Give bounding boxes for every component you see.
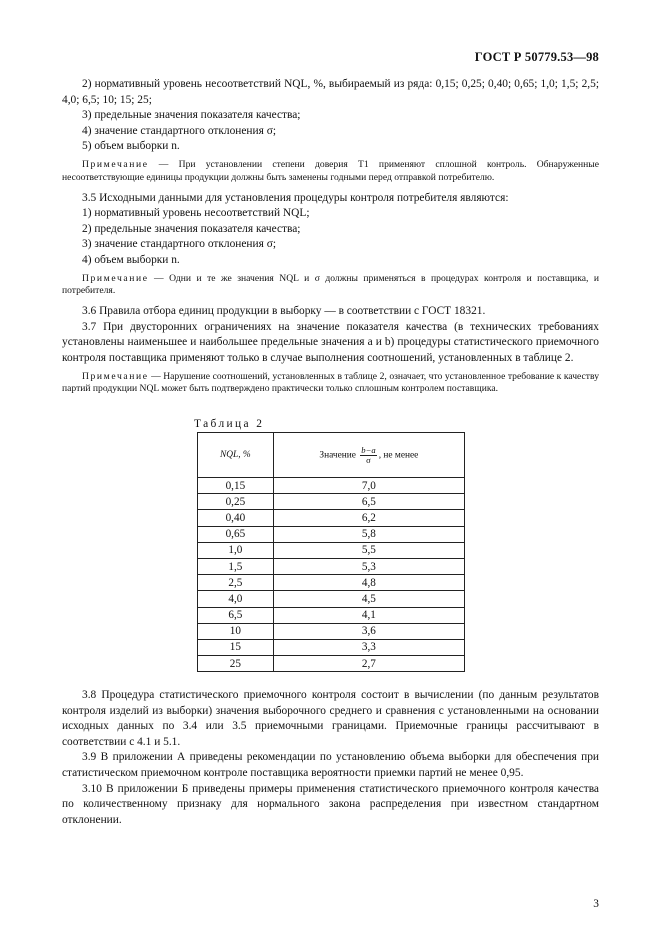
section-3-5-intro: 3.5 Исходными данными для установления процедуры контроля потребителя являются: xyxy=(82,191,509,204)
section-3-6: 3.6 Правила отбора единиц продукции в выборку — в соответствии с ГОСТ 18321. xyxy=(82,305,486,318)
cell-ratio: 4,1 xyxy=(273,607,464,623)
cell-nql: 2,5 xyxy=(198,575,274,591)
cell-ratio: 3,6 xyxy=(273,623,464,639)
table-row xyxy=(198,558,465,574)
note-label: Примечание xyxy=(82,272,149,284)
table-row xyxy=(198,639,465,655)
section-3-9: 3.9 В приложении А приведены рекомендации по установлению объема выборки для обеспечения при статистическом приемочном контроле поставщика вероятности приемки партий не менее 0,95. xyxy=(62,751,599,779)
cell-nql: 1,5 xyxy=(198,558,274,574)
cell-ratio: 7,0 xyxy=(273,478,464,494)
cell-nql: 25 xyxy=(198,656,274,672)
cell-nql: 0,15 xyxy=(198,478,274,494)
table-row xyxy=(198,478,465,494)
list-item: 3) значение стандартного отклонения σ; xyxy=(82,238,277,251)
section-3-8: 3.8 Процедура статистического приемочного контроля состоит в вычислении (по данным результатов контроля изделий из выборки) значения выборочного среднего и сравнения с установленными на основании исходных данных по 3.4 или 3.5 приемочными границами. Приемочные границы рассчитывают в соответствии с 4.1 и 5.1. xyxy=(62,689,599,748)
note-label: Примечание xyxy=(82,158,149,170)
header-ratio: Значение $\frac{b-a}{\sigma}$ , не менее xyxy=(273,433,464,478)
cell-ratio: 6,5 xyxy=(273,494,464,510)
cell-nql: 0,25 xyxy=(198,494,274,510)
list-item: 4) объем выборки n. xyxy=(82,253,180,266)
table-row xyxy=(198,623,465,639)
cell-ratio: 5,8 xyxy=(273,526,464,542)
list-item-nql-range: 2) нормативный уровень несоответствий NQL, %, выбираемый из ряда: 0,15; 0,25; 0,40; 0,65; 1,0; 1,5; 2,5; 4,0; 6,5; 10; 15; 25; xyxy=(62,78,599,106)
cell-ratio: 4,8 xyxy=(273,575,464,591)
table-row xyxy=(198,575,465,591)
table-row xyxy=(198,591,465,607)
table-row xyxy=(198,542,465,558)
cell-nql: 1,0 xyxy=(198,542,274,558)
table-row xyxy=(198,494,465,510)
cell-ratio: 2,7 xyxy=(273,656,464,672)
list-item: 1) нормативный уровень несоответствий NQL; xyxy=(82,207,310,220)
note-text: — Одни и те же значения NQL и σ должны применяться в процедурах контроля и поставщика, и потребителя. xyxy=(62,272,599,297)
cell-nql: 15 xyxy=(198,639,274,655)
fraction-b-minus-a-over-sigma: $\frac{b-a}{\sigma}$ xyxy=(361,444,376,465)
bottom-sections xyxy=(62,688,599,828)
page-number: 3 xyxy=(593,898,599,910)
list-item-sample-size: 5) объем выборки n. xyxy=(82,140,180,153)
section-3-7: 3.7 При двусторонних ограничениях на значение показателя качества (в технических требованиях установлены наименьшее и наибольшее предельные значения a и b) процедуры статистического приемочного контроля поставщика применяют только в случае выполнения соотношений, установленных в таблице 2. xyxy=(62,320,599,364)
note-text: — При установлении степени доверия Т1 применяют сплошной контроль. Обнаруженные несоответствующие единицы продукции должны быть заменены годными перед отправкой потребителю. xyxy=(62,158,599,183)
cell-nql: 0,40 xyxy=(198,510,274,526)
list-item-limits: 3) предельные значения показателя качества; xyxy=(82,109,301,122)
section-3-10: 3.10 В приложении Б приведены примеры применения статистического приемочного контроля качества по количественному признаку для нормального закона распределения при известном стандартном отклонении. xyxy=(62,782,599,826)
note-text: — Нарушение соотношений, установленных в таблице 2, означает, что установленное требование к качеству партий продукции NQL может быть подтверждено практически только сплошным контролем поставщика. xyxy=(62,370,599,395)
table-row xyxy=(198,526,465,542)
note-violation xyxy=(62,371,599,397)
table-row xyxy=(198,510,465,526)
note-label: Примечание xyxy=(82,370,149,382)
cell-ratio: 3,3 xyxy=(273,639,464,655)
cell-nql: 4,0 xyxy=(198,591,274,607)
document-code-header: ГОСТ Р 50779.53—98 xyxy=(474,50,599,64)
cell-ratio: 5,3 xyxy=(273,558,464,574)
table-2 xyxy=(197,432,465,672)
section-3-4-continuation xyxy=(62,77,599,396)
note-t1 xyxy=(62,159,599,185)
table-row xyxy=(198,656,465,672)
table-caption: Таблица 2 xyxy=(194,418,265,430)
list-item: 2) предельные значения показателя качества; xyxy=(82,222,301,235)
note-same-values xyxy=(62,273,599,299)
table-header-row xyxy=(198,433,465,478)
cell-nql: 0,65 xyxy=(198,526,274,542)
cell-nql: 6,5 xyxy=(198,607,274,623)
cell-ratio: 6,2 xyxy=(273,510,464,526)
cell-ratio: 5,5 xyxy=(273,542,464,558)
list-item-sigma: 4) значение стандартного отклонения σ; xyxy=(82,124,277,137)
cell-ratio: 4,5 xyxy=(273,591,464,607)
cell-nql: 10 xyxy=(198,623,274,639)
table-row xyxy=(198,607,465,623)
header-nql: NQL, % xyxy=(198,433,274,478)
